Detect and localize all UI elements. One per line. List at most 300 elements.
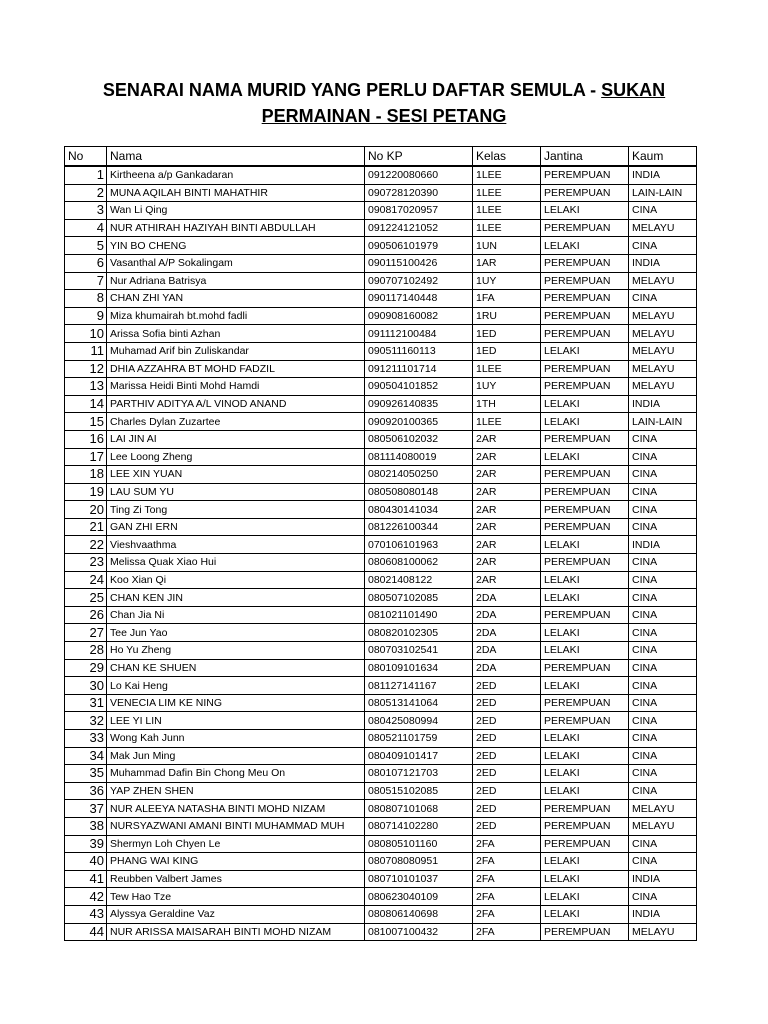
table-row [65, 694, 697, 712]
cell-kelas: 2AR [473, 518, 541, 536]
cell-jantina: LELAKI [541, 448, 629, 466]
cell-no: 17 [65, 448, 107, 466]
cell-no-kp: 080805101160 [365, 835, 473, 853]
cell-kaum: CINA [629, 483, 697, 501]
cell-kaum: CINA [629, 466, 697, 484]
cell-kelas: 2ED [473, 817, 541, 835]
cell-jantina: PEREMPUAN [541, 272, 629, 290]
cell-jantina: LELAKI [541, 782, 629, 800]
cell-no: 37 [65, 800, 107, 818]
title-underlined-text: SUKAN [601, 80, 666, 100]
cell-kaum: MELAYU [629, 325, 697, 343]
cell-no: 19 [65, 483, 107, 501]
cell-nama: Tee Jun Yao [107, 624, 365, 642]
cell-nama: Ho Yu Zheng [107, 642, 365, 660]
cell-nama: Nur Adriana Batrisya [107, 272, 365, 290]
table-row [65, 624, 697, 642]
table-row [65, 782, 697, 800]
cell-no: 42 [65, 888, 107, 906]
cell-nama: MUNA AQILAH BINTI MAHATHIR [107, 184, 365, 202]
table-row [65, 325, 697, 343]
table-row [65, 712, 697, 730]
cell-kelas: 2ED [473, 730, 541, 748]
cell-jantina: LELAKI [541, 888, 629, 906]
cell-nama: Kirtheena a/p Gankadaran [107, 166, 365, 184]
cell-jantina: LELAKI [541, 589, 629, 607]
cell-no: 29 [65, 659, 107, 677]
cell-nama: Miza khumairah bt.mohd fadli [107, 307, 365, 325]
cell-jantina: LELAKI [541, 905, 629, 923]
cell-no: 44 [65, 923, 107, 941]
cell-nama: Chan Jia Ni [107, 606, 365, 624]
cell-kaum: CINA [629, 202, 697, 220]
cell-jantina: PEREMPUAN [541, 219, 629, 237]
cell-no: 8 [65, 290, 107, 308]
cell-no: 14 [65, 395, 107, 413]
cell-kelas: 1LEE [473, 413, 541, 431]
header-no: No [65, 147, 107, 167]
cell-no-kp: 080214050250 [365, 466, 473, 484]
table-row [65, 448, 697, 466]
cell-nama: Reubben Valbert James [107, 870, 365, 888]
table-row [65, 290, 697, 308]
cell-no-kp: 080806140698 [365, 905, 473, 923]
cell-kelas: 1ED [473, 325, 541, 343]
cell-kaum: MELAYU [629, 272, 697, 290]
cell-no: 36 [65, 782, 107, 800]
cell-jantina: LELAKI [541, 747, 629, 765]
cell-no: 39 [65, 835, 107, 853]
cell-no-kp: 080710101037 [365, 870, 473, 888]
table-row [65, 905, 697, 923]
cell-kaum: INDIA [629, 536, 697, 554]
cell-no: 13 [65, 378, 107, 396]
cell-nama: YIN BO CHENG [107, 237, 365, 255]
cell-no-kp: 081114080019 [365, 448, 473, 466]
cell-nama: LAI JIN AI [107, 430, 365, 448]
table-row [65, 466, 697, 484]
cell-jantina: PEREMPUAN [541, 166, 629, 184]
cell-no-kp: 080515102085 [365, 782, 473, 800]
cell-kelas: 2ED [473, 800, 541, 818]
cell-kaum: CINA [629, 290, 697, 308]
cell-kelas: 1UY [473, 272, 541, 290]
table-row [65, 730, 697, 748]
cell-jantina: PEREMPUAN [541, 659, 629, 677]
cell-kelas: 2AR [473, 430, 541, 448]
cell-kaum: CINA [629, 606, 697, 624]
cell-no-kp: 091220080660 [365, 166, 473, 184]
cell-nama: VENECIA LIM KE NING [107, 694, 365, 712]
table-row [65, 501, 697, 519]
table-row [65, 360, 697, 378]
cell-nama: Lo Kai Heng [107, 677, 365, 695]
cell-no: 31 [65, 694, 107, 712]
cell-kaum: CINA [629, 659, 697, 677]
cell-no: 11 [65, 342, 107, 360]
table-row [65, 430, 697, 448]
page-title-line-1 [40, 77, 728, 103]
table-row [65, 853, 697, 871]
cell-jantina: LELAKI [541, 624, 629, 642]
cell-no: 25 [65, 589, 107, 607]
table-row [65, 888, 697, 906]
cell-nama: Mak Jun Ming [107, 747, 365, 765]
table-row [65, 395, 697, 413]
cell-kelas: 1RU [473, 307, 541, 325]
cell-kelas: 2FA [473, 923, 541, 941]
cell-no-kp: 070106101963 [365, 536, 473, 554]
cell-jantina: LELAKI [541, 536, 629, 554]
cell-no-kp: 090504101852 [365, 378, 473, 396]
cell-jantina: LELAKI [541, 571, 629, 589]
table-row [65, 413, 697, 431]
header-kp: No KP [365, 147, 473, 167]
cell-no: 41 [65, 870, 107, 888]
cell-nama: Charles Dylan Zuzartee [107, 413, 365, 431]
cell-kelas: 2AR [473, 501, 541, 519]
cell-kelas: 1TH [473, 395, 541, 413]
cell-jantina: PEREMPUAN [541, 466, 629, 484]
cell-nama: NUR ATHIRAH HAZIYAH BINTI ABDULLAH [107, 219, 365, 237]
cell-kaum: INDIA [629, 166, 697, 184]
cell-jantina: PEREMPUAN [541, 800, 629, 818]
cell-kelas: 2ED [473, 747, 541, 765]
cell-kaum: CINA [629, 554, 697, 572]
cell-kelas: 2FA [473, 835, 541, 853]
cell-nama: Alyssya Geraldine Vaz [107, 905, 365, 923]
cell-no-kp: 081007100432 [365, 923, 473, 941]
cell-kelas: 2FA [473, 870, 541, 888]
table-body [65, 166, 697, 941]
cell-kelas: 2ED [473, 782, 541, 800]
cell-no: 30 [65, 677, 107, 695]
cell-kaum: MELAYU [629, 378, 697, 396]
cell-no: 21 [65, 518, 107, 536]
cell-nama: LEE YI LIN [107, 712, 365, 730]
table-row [65, 817, 697, 835]
cell-kelas: 2ED [473, 765, 541, 783]
table-row [65, 554, 697, 572]
cell-no-kp: 090817020957 [365, 202, 473, 220]
cell-kaum: CINA [629, 237, 697, 255]
cell-no-kp: 080708080951 [365, 853, 473, 871]
page-title-line-2: PERMAINAN - SESI PETANG [261, 106, 507, 126]
cell-jantina: PEREMPUAN [541, 501, 629, 519]
table-row [65, 254, 697, 272]
cell-kaum: MELAYU [629, 923, 697, 941]
cell-no-kp: 090920100365 [365, 413, 473, 431]
cell-no: 3 [65, 202, 107, 220]
cell-kelas: 1LEE [473, 219, 541, 237]
cell-jantina: PEREMPUAN [541, 835, 629, 853]
cell-kelas: 2FA [473, 853, 541, 871]
cell-nama: YAP ZHEN SHEN [107, 782, 365, 800]
cell-no-kp: 090728120390 [365, 184, 473, 202]
table-row [65, 307, 697, 325]
cell-no: 43 [65, 905, 107, 923]
cell-nama: Arissa Sofia binti Azhan [107, 325, 365, 343]
cell-no-kp: 080507102085 [365, 589, 473, 607]
cell-no: 33 [65, 730, 107, 748]
cell-kaum: MELAYU [629, 360, 697, 378]
cell-kelas: 2AR [473, 448, 541, 466]
cell-kelas: 1LEE [473, 184, 541, 202]
cell-kelas: 1UN [473, 237, 541, 255]
table-row [65, 378, 697, 396]
cell-kaum: CINA [629, 730, 697, 748]
cell-kelas: 2DA [473, 606, 541, 624]
cell-no-kp: 080107121703 [365, 765, 473, 783]
table-row [65, 166, 697, 184]
cell-jantina: PEREMPUAN [541, 694, 629, 712]
cell-jantina: LELAKI [541, 395, 629, 413]
cell-no: 20 [65, 501, 107, 519]
table-row [65, 606, 697, 624]
cell-kelas: 2FA [473, 888, 541, 906]
cell-no-kp: 080820102305 [365, 624, 473, 642]
cell-no-kp: 080807101068 [365, 800, 473, 818]
cell-no: 16 [65, 430, 107, 448]
cell-kaum: CINA [629, 642, 697, 660]
cell-no-kp: 080409101417 [365, 747, 473, 765]
table-row [65, 835, 697, 853]
cell-jantina: LELAKI [541, 413, 629, 431]
cell-no: 2 [65, 184, 107, 202]
cell-nama: Lee Loong Zheng [107, 448, 365, 466]
cell-kaum: CINA [629, 430, 697, 448]
table-row [65, 765, 697, 783]
cell-no: 24 [65, 571, 107, 589]
cell-jantina: LELAKI [541, 730, 629, 748]
cell-no-kp: 081226100344 [365, 518, 473, 536]
cell-kaum: CINA [629, 782, 697, 800]
cell-no: 35 [65, 765, 107, 783]
table-row [65, 184, 697, 202]
cell-kaum: CINA [629, 448, 697, 466]
cell-no-kp: 080513141064 [365, 694, 473, 712]
cell-nama: DHIA AZZAHRA BT MOHD FADZIL [107, 360, 365, 378]
cell-no-kp: 080703102541 [365, 642, 473, 660]
table-row [65, 870, 697, 888]
cell-no-kp: 090908160082 [365, 307, 473, 325]
cell-no: 18 [65, 466, 107, 484]
table-row [65, 219, 697, 237]
table-row [65, 677, 697, 695]
cell-no: 10 [65, 325, 107, 343]
cell-kelas: 2ED [473, 712, 541, 730]
cell-kelas: 2AR [473, 536, 541, 554]
cell-nama: Vasanthal A/P Sokalingam [107, 254, 365, 272]
cell-kelas: 2FA [473, 905, 541, 923]
header-nama: Nama [107, 147, 365, 167]
cell-no: 7 [65, 272, 107, 290]
cell-nama: NUR ALEEYA NATASHA BINTI MOHD NIZAM [107, 800, 365, 818]
cell-no: 26 [65, 606, 107, 624]
cell-no-kp: 080508080148 [365, 483, 473, 501]
cell-kaum: CINA [629, 888, 697, 906]
cell-kaum: LAIN-LAIN [629, 413, 697, 431]
cell-no-kp: 090115100426 [365, 254, 473, 272]
header-kelas: Kelas [473, 147, 541, 167]
cell-nama: LAU SUM YU [107, 483, 365, 501]
cell-kaum: MELAYU [629, 800, 697, 818]
table-row [65, 536, 697, 554]
cell-kelas: 1LEE [473, 360, 541, 378]
cell-kelas: 2ED [473, 677, 541, 695]
cell-nama: Muhamad Arif bin Zuliskandar [107, 342, 365, 360]
table-row [65, 571, 697, 589]
cell-no: 23 [65, 554, 107, 572]
cell-no-kp: 081127141167 [365, 677, 473, 695]
cell-kaum: CINA [629, 624, 697, 642]
cell-nama: Koo Xian Qi [107, 571, 365, 589]
table-row [65, 202, 697, 220]
cell-kaum: MELAYU [629, 817, 697, 835]
cell-jantina: PEREMPUAN [541, 817, 629, 835]
cell-nama: PHANG WAI KING [107, 853, 365, 871]
cell-jantina: PEREMPUAN [541, 483, 629, 501]
cell-kaum: INDIA [629, 395, 697, 413]
cell-no: 32 [65, 712, 107, 730]
cell-kelas: 1AR [473, 254, 541, 272]
cell-kelas: 2AR [473, 554, 541, 572]
cell-kaum: LAIN-LAIN [629, 184, 697, 202]
cell-kaum: INDIA [629, 254, 697, 272]
cell-no: 4 [65, 219, 107, 237]
header-jantina: Jantina [541, 147, 629, 167]
cell-nama: Tew Hao Tze [107, 888, 365, 906]
cell-jantina: LELAKI [541, 677, 629, 695]
cell-nama: Muhammad Dafin Bin Chong Meu On [107, 765, 365, 783]
cell-no: 15 [65, 413, 107, 431]
cell-jantina: PEREMPUAN [541, 606, 629, 624]
cell-jantina: PEREMPUAN [541, 518, 629, 536]
cell-no-kp: 080608100062 [365, 554, 473, 572]
cell-kelas: 2DA [473, 659, 541, 677]
cell-kaum: INDIA [629, 870, 697, 888]
cell-kelas: 1FA [473, 290, 541, 308]
cell-jantina: PEREMPUAN [541, 430, 629, 448]
cell-no: 28 [65, 642, 107, 660]
cell-kaum: CINA [629, 571, 697, 589]
cell-kelas: 1LEE [473, 166, 541, 184]
cell-kaum: CINA [629, 712, 697, 730]
cell-kelas: 2DA [473, 624, 541, 642]
table-row [65, 272, 697, 290]
cell-no-kp: 091224121052 [365, 219, 473, 237]
cell-kaum: CINA [629, 501, 697, 519]
cell-kelas: 2AR [473, 466, 541, 484]
cell-no: 38 [65, 817, 107, 835]
cell-nama: Shermyn Loh Chyen Le [107, 835, 365, 853]
cell-no: 9 [65, 307, 107, 325]
cell-kelas: 2AR [473, 571, 541, 589]
cell-kaum: CINA [629, 694, 697, 712]
cell-kaum: CINA [629, 677, 697, 695]
cell-jantina: PEREMPUAN [541, 325, 629, 343]
cell-jantina: PEREMPUAN [541, 378, 629, 396]
cell-no-kp: 090506101979 [365, 237, 473, 255]
table-row [65, 659, 697, 677]
cell-kaum: MELAYU [629, 342, 697, 360]
student-table [64, 146, 697, 941]
table-row [65, 589, 697, 607]
cell-no: 5 [65, 237, 107, 255]
cell-jantina: PEREMPUAN [541, 290, 629, 308]
cell-kelas: 2DA [473, 589, 541, 607]
cell-nama: Vieshvaathma [107, 536, 365, 554]
cell-no: 22 [65, 536, 107, 554]
cell-nama: PARTHIV ADITYA A/L VINOD ANAND [107, 395, 365, 413]
cell-jantina: LELAKI [541, 870, 629, 888]
cell-kaum: CINA [629, 518, 697, 536]
cell-nama: NURSYAZWANI AMANI BINTI MUHAMMAD MUH [107, 817, 365, 835]
cell-no-kp: 091112100484 [365, 325, 473, 343]
cell-kaum: CINA [629, 765, 697, 783]
cell-jantina: LELAKI [541, 342, 629, 360]
table-row [65, 483, 697, 501]
cell-jantina: LELAKI [541, 237, 629, 255]
cell-no-kp: 090511160113 [365, 342, 473, 360]
cell-no-kp: 080623040109 [365, 888, 473, 906]
cell-nama: Wong Kah Junn [107, 730, 365, 748]
cell-no-kp: 080425080994 [365, 712, 473, 730]
cell-kaum: MELAYU [629, 219, 697, 237]
cell-kelas: 1ED [473, 342, 541, 360]
cell-kelas: 2AR [473, 483, 541, 501]
table-row [65, 342, 697, 360]
cell-jantina: PEREMPUAN [541, 254, 629, 272]
cell-kaum: CINA [629, 589, 697, 607]
cell-nama: Marissa Heidi Binti Mohd Hamdi [107, 378, 365, 396]
cell-no-kp: 080109101634 [365, 659, 473, 677]
cell-no: 6 [65, 254, 107, 272]
title-plain-text: SENARAI NAMA MURID YANG PERLU DAFTAR SEMULA - [102, 80, 602, 100]
cell-no-kp: 080521101759 [365, 730, 473, 748]
cell-nama: CHAN KEN JIN [107, 589, 365, 607]
cell-jantina: PEREMPUAN [541, 184, 629, 202]
cell-no-kp: 090707102492 [365, 272, 473, 290]
table-row [65, 747, 697, 765]
cell-kelas: 1LEE [473, 202, 541, 220]
cell-nama: GAN ZHI ERN [107, 518, 365, 536]
cell-no-kp: 080506102032 [365, 430, 473, 448]
cell-kaum: MELAYU [629, 307, 697, 325]
cell-no: 34 [65, 747, 107, 765]
cell-no: 12 [65, 360, 107, 378]
table-row [65, 642, 697, 660]
cell-no-kp: 090117140448 [365, 290, 473, 308]
cell-kelas: 1UY [473, 378, 541, 396]
table-header-row [65, 147, 697, 167]
cell-jantina: PEREMPUAN [541, 360, 629, 378]
cell-no: 1 [65, 166, 107, 184]
cell-kaum: CINA [629, 835, 697, 853]
cell-no: 40 [65, 853, 107, 871]
table-row [65, 518, 697, 536]
cell-no-kp: 090926140835 [365, 395, 473, 413]
cell-no-kp: 081021101490 [365, 606, 473, 624]
table-row [65, 237, 697, 255]
cell-no-kp: 080714102280 [365, 817, 473, 835]
cell-kaum: CINA [629, 853, 697, 871]
cell-kelas: 2DA [473, 642, 541, 660]
table-row [65, 923, 697, 941]
cell-nama: Melissa Quak Xiao Hui [107, 554, 365, 572]
cell-no-kp: 080430141034 [365, 501, 473, 519]
cell-jantina: PEREMPUAN [541, 712, 629, 730]
